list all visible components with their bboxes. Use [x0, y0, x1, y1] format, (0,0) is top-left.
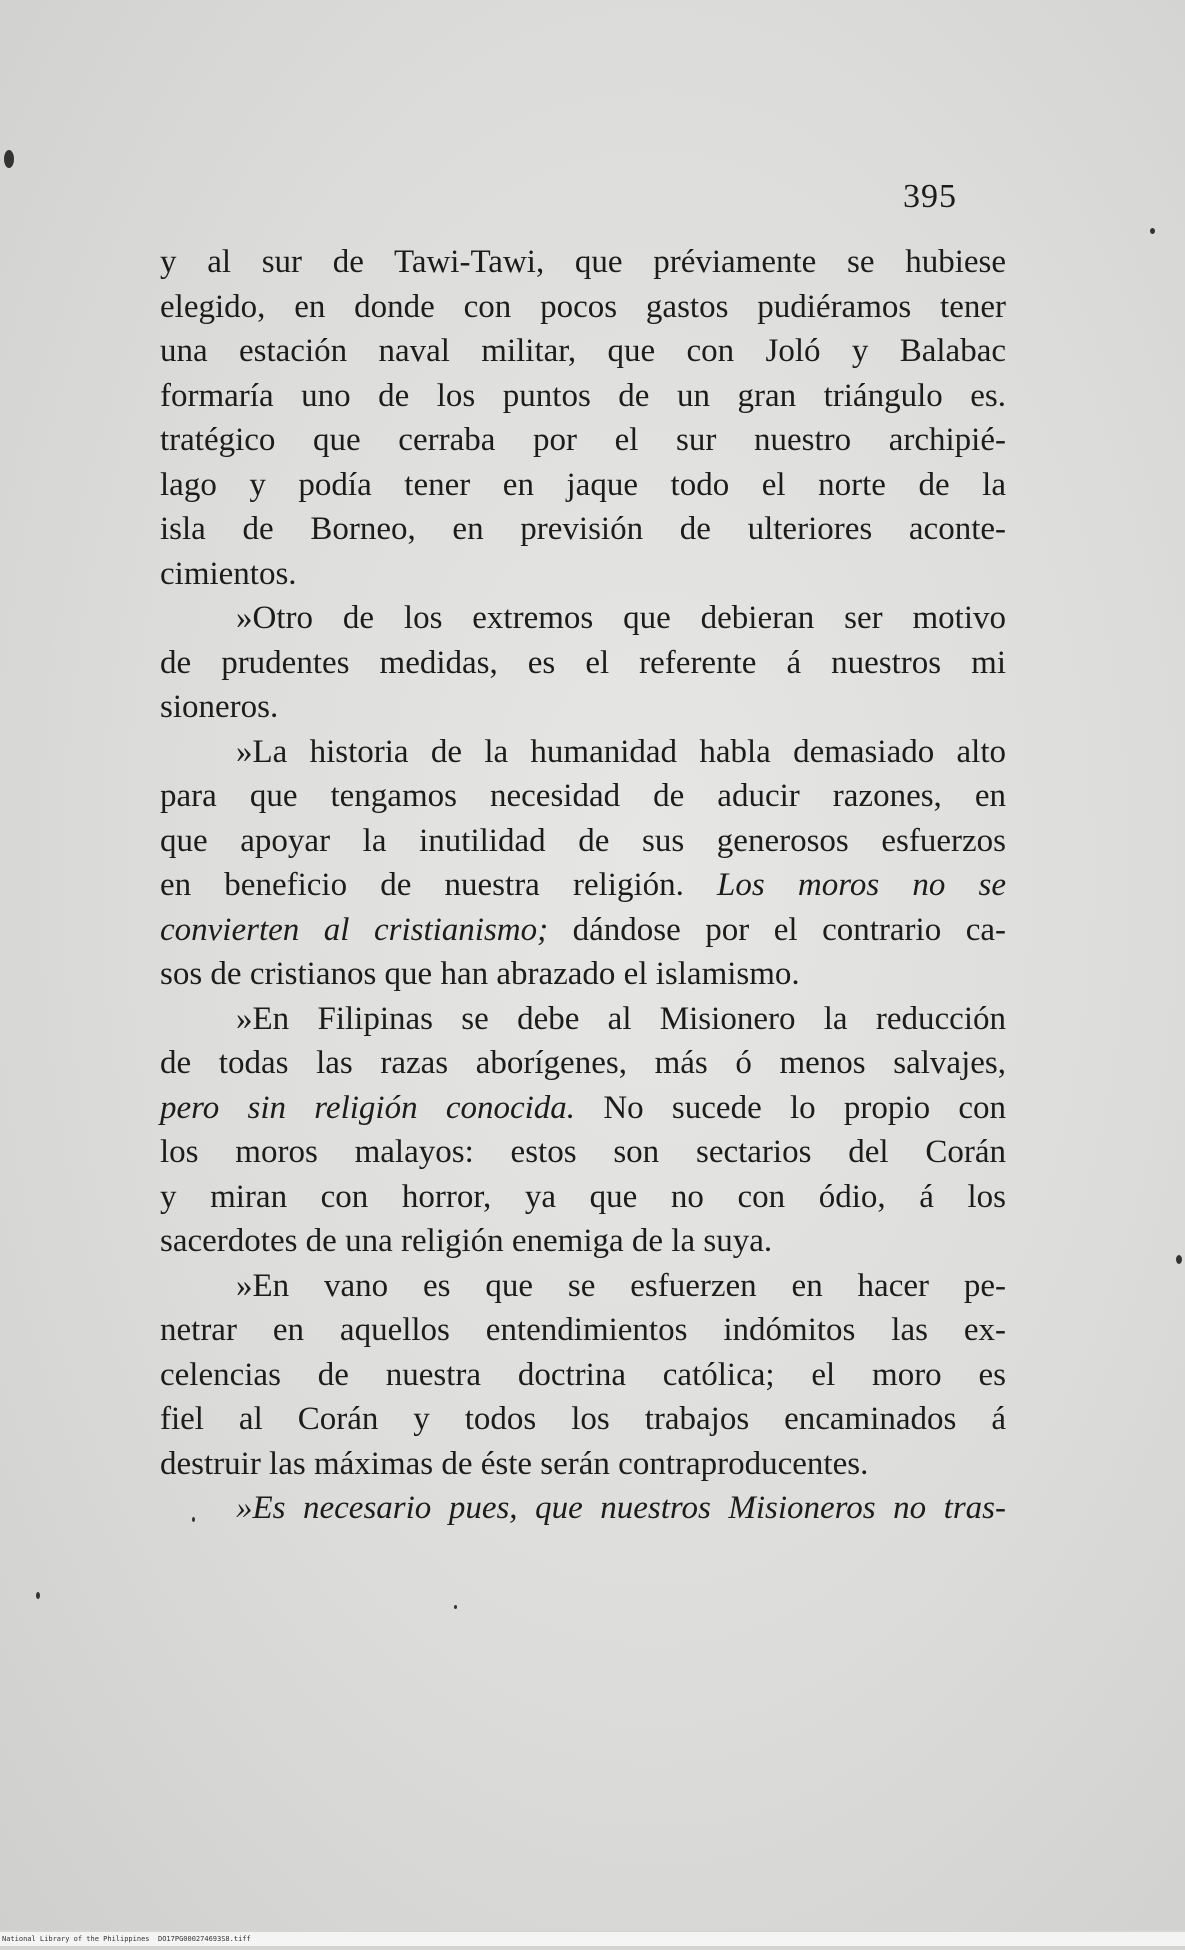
text-line	[160, 908, 1006, 953]
text-line	[160, 1086, 1006, 1131]
text-line	[160, 819, 1006, 864]
text-line	[160, 774, 1006, 819]
text-line	[160, 285, 1006, 330]
text-segment: isla de Borneo, en previsión de ulteriores aconte-	[160, 511, 1006, 547]
text-line	[160, 463, 1006, 508]
text-segment: fiel al Corán y todos los trabajos encaminados á	[160, 1401, 1006, 1437]
text-line	[160, 997, 1006, 1042]
text-line	[160, 1308, 1006, 1353]
text-line	[160, 374, 1006, 419]
text-line	[160, 1175, 1006, 1220]
text-line	[160, 329, 1006, 374]
italic-text: pero sin religión conocida.	[160, 1089, 576, 1126]
text-line	[160, 240, 1006, 285]
text-segment: cimientos.	[160, 555, 297, 592]
text-segment: de todas las razas aborígenes, más ó menos salvajes,	[160, 1045, 1006, 1081]
text-line	[160, 507, 1006, 552]
text-line	[160, 1353, 1006, 1398]
text-segment: elegido, en donde con pocos gastos pudiéramos tener	[160, 288, 1006, 325]
text-segment: en beneficio de nuestra religión.	[160, 867, 718, 903]
text-line	[160, 1219, 1006, 1264]
text-segment: que apoyar la inutilidad de sus generosos esfuerzos	[160, 822, 1006, 859]
text-segment: »Otro de los extremos que debieran ser motivo	[236, 600, 1006, 636]
text-line	[160, 596, 1006, 641]
text-segment: y al sur de Tawi-Tawi, que préviamente se hubiese	[160, 244, 1006, 280]
scan-speck	[4, 150, 14, 168]
text-line	[160, 730, 1006, 775]
text-segment: y miran con horror, ya que no con ódio, á los	[160, 1178, 1006, 1215]
text-segment: los moros malayos: estos son sectarios del Corán	[160, 1134, 1006, 1170]
text-segment: sioneros.	[160, 689, 279, 725]
text-segment: sacerdotes de una religión enemiga de la suya.	[160, 1223, 773, 1259]
text-segment: lago y podía tener en jaque todo el norte de la	[160, 466, 1006, 503]
text-line	[160, 952, 1006, 997]
text-segment: de prudentes medidas, es el referente á nuestros mi	[160, 644, 1006, 681]
scan-footer	[0, 1932, 1185, 1946]
text-segment: destruir las máximas de éste serán contraproducentes.	[160, 1445, 869, 1482]
italic-text: Los moros no se	[717, 867, 1006, 903]
scan-speck	[192, 1517, 195, 1522]
text-line	[160, 1130, 1006, 1175]
page-number: 395	[903, 178, 957, 215]
text-segment: celencias de nuestra doctrina católica; el moro es	[160, 1356, 1006, 1393]
text-line	[160, 418, 1006, 463]
text-segment: netrar en aquellos entendimientos indómitos las ex-	[160, 1312, 1006, 1348]
text-segment: dándose por el contrario ca-	[548, 911, 1006, 948]
text-line	[160, 1442, 1006, 1487]
text-line	[160, 552, 1006, 597]
text-line	[160, 1397, 1006, 1442]
text-segment: »La historia de la humanidad habla demasiado alto	[236, 733, 1006, 770]
text-line	[160, 641, 1006, 686]
scan-speck	[454, 1605, 457, 1609]
text-line	[160, 1041, 1006, 1086]
text-segment: sos de cristianos que han abrazado el islamismo.	[160, 956, 800, 992]
library-credit: National Library of the Philippines	[2, 1935, 150, 1943]
text-segment: tratégico que cerraba por el sur nuestro archipié-	[160, 422, 1006, 458]
text-line	[160, 685, 1006, 730]
scan-speck	[1150, 228, 1155, 234]
body-text	[160, 240, 1006, 1531]
text-line	[160, 1264, 1006, 1309]
scan-filename: DO17PG000274693S8.tiff	[158, 1935, 251, 1943]
scan-speck	[36, 1592, 40, 1599]
text-line	[160, 863, 1006, 908]
text-segment: No sucede lo propio con	[575, 1089, 1006, 1126]
text-segment: »En vano es que se esfuerzen en hacer pe-	[236, 1267, 1006, 1304]
scan-speck	[1176, 1255, 1182, 1264]
text-segment: »En Filipinas se debe al Misionero la reducción	[236, 1000, 1006, 1037]
text-segment: para que tengamos necesidad de aducir razones, en	[160, 778, 1006, 814]
text-segment: una estación naval militar, que con Joló y Balabac	[160, 333, 1006, 369]
italic-text: »Es necesario pues, que nuestros Misioneros no tras-	[236, 1490, 1006, 1526]
text-segment: formaría uno de los puntos de un gran triángulo es.	[160, 377, 1006, 414]
text-line	[160, 1486, 1006, 1531]
italic-text: convierten al cristianismo;	[160, 911, 549, 948]
